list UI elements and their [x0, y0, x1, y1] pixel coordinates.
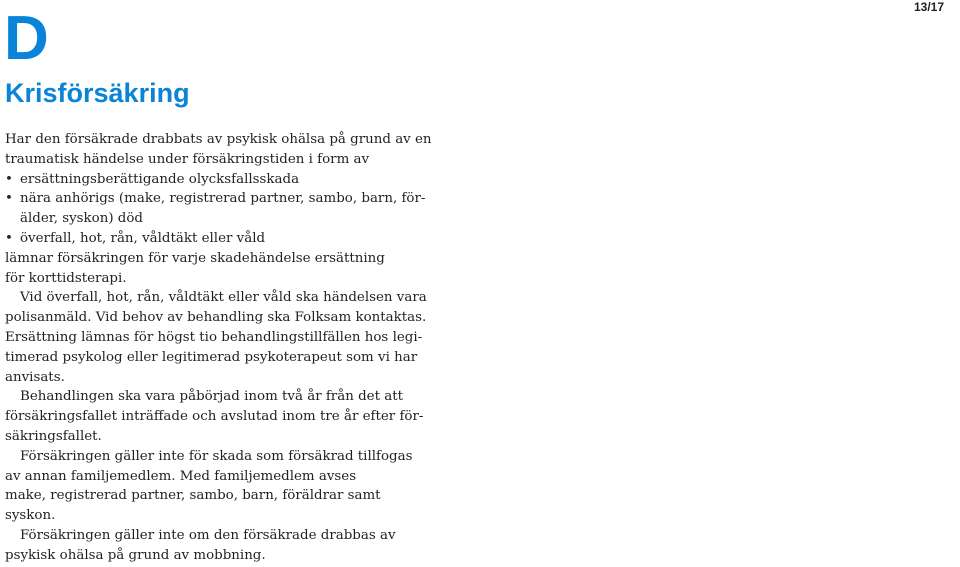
text-line: lämnar försäkringen för varje skadehändelse ersättning	[5, 250, 385, 266]
bullet-icon: •	[5, 191, 13, 207]
text-line: ersättningsberättigande olycksfallsskada	[20, 171, 300, 187]
list-item	[5, 170, 435, 190]
list-item	[5, 229, 435, 249]
paragraph-police-report	[5, 288, 435, 328]
text-line: Har den försäkrade drabbats av psykisk ohälsa på grund av en	[5, 132, 432, 147]
text-line: Behandlingen ska vara påbörjad inom två år från det att	[20, 389, 403, 405]
text-line: Ersättning lämnas för högst tio behandlingstillfällen hos legi-	[5, 329, 423, 345]
text-line: Vid överfall, hot, rån, våldtäkt eller våld ska händelsen vara	[20, 290, 427, 306]
paragraph-treatment-time	[5, 387, 435, 446]
text-line: timerad psykolog eller legitimerad psykoterapeut som vi har	[5, 349, 418, 365]
text-line: make, registrerad partner, sambo, barn, föräldrar samt	[5, 488, 381, 504]
text-line: Försäkringen gäller inte om den försäkrade drabbas av	[20, 527, 396, 543]
text-line: polisanmäld. Vid behov av behandling ska Folksam kontaktas.	[5, 310, 427, 326]
after-list-paragraph	[5, 249, 435, 289]
text-line: säkringsfallet.	[5, 428, 102, 444]
paragraph-family-exclusion	[5, 447, 435, 526]
intro-paragraph	[5, 130, 435, 170]
text-line: överfall, hot, rån, våldtäkt eller våld	[20, 230, 266, 246]
bullet-icon: •	[5, 230, 13, 246]
page-number: 13/17	[913, 0, 944, 14]
paragraph-compensation	[5, 328, 435, 387]
list-item	[5, 189, 435, 229]
section-letter: D	[4, 4, 47, 73]
text-line: för korttidsterapi.	[5, 270, 127, 286]
text-line: älder, syskon) död	[20, 211, 143, 227]
bullet-list	[5, 170, 435, 249]
text-line: nära anhörigs (make, registrerad partner, sambo, barn, för-	[20, 191, 426, 207]
page-title: Krisförsäkring	[5, 78, 190, 108]
text-line: försäkringsfallet inträffade och avslutad inom tre år efter för-	[5, 409, 424, 425]
text-line: Försäkringen gäller inte för skada som försäkrad tillfogas	[20, 448, 413, 464]
text-line: av annan familjemedlem. Med familjemedlem avses	[5, 468, 357, 484]
body-text	[5, 130, 435, 566]
text-line: psykisk ohälsa på grund av mobbning.	[5, 547, 266, 563]
text-line: syskon.	[5, 508, 56, 524]
text-line: traumatisk händelse under försäkringstiden i form av	[5, 151, 370, 167]
bullet-icon: •	[5, 171, 13, 187]
paragraph-bullying-exclusion	[5, 526, 435, 566]
text-line: anvisats.	[5, 369, 65, 385]
